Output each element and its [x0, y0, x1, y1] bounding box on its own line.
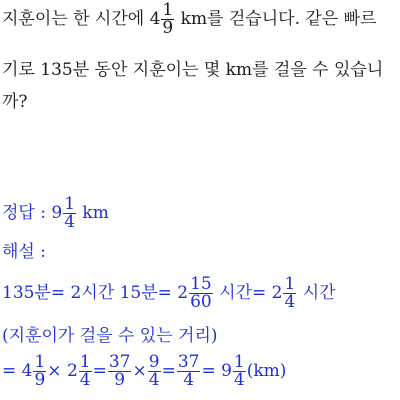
fraction: $\frac{1}{9}$: [34, 352, 46, 390]
explanation-text: =: [161, 361, 176, 381]
explanation-text: = 9: [201, 361, 232, 381]
fraction: $\frac{1}{9}$: [162, 0, 174, 38]
fraction: $\frac{1}{4}$: [233, 352, 245, 390]
question-text: 지훈이는 한 시간에 4: [2, 9, 161, 29]
question-text: km를 걷습니다. 같은 빠르: [175, 9, 377, 29]
answer-line: [2, 196, 109, 231]
answer-label: 정답 : 9: [2, 203, 63, 223]
answer-unit: km: [77, 203, 109, 223]
fraction: $\frac{37}{4}$: [177, 352, 200, 390]
explanation-line-2: (지훈이가 걸을 수 있는 거리): [2, 326, 218, 346]
fraction: $\frac{37}{9}$: [108, 352, 131, 390]
question-line-3: 까?: [2, 92, 28, 112]
explanation-text: × 2: [47, 361, 78, 381]
explanation-text: = 4: [2, 361, 33, 381]
explanation-text: =: [92, 361, 107, 381]
explanation-text: ×: [132, 361, 147, 381]
explanation-text: 시간: [297, 283, 336, 303]
explanation-text: 시간= 2: [213, 283, 283, 303]
fraction: $\frac{1}{4}$: [79, 352, 91, 390]
question-line-2: 기로 135분 동안 지훈이는 몇 km를 걸을 수 있습니: [2, 60, 384, 80]
explanation-text: 135분= 2시간 15분= 2: [2, 283, 189, 303]
fraction: $\frac{9}{4}$: [148, 352, 160, 390]
explanation-line-1: [2, 276, 336, 311]
explanation-text: (km): [246, 361, 287, 381]
explanation-label: 해설 :: [2, 242, 46, 262]
fraction: $\frac{1}{4}$: [284, 274, 296, 312]
explanation-line-3: [2, 354, 286, 389]
question-line-1: [2, 2, 376, 37]
fraction: $\frac{1}{4}$: [64, 194, 76, 232]
fraction: $\frac{15}{60}$: [190, 274, 212, 312]
